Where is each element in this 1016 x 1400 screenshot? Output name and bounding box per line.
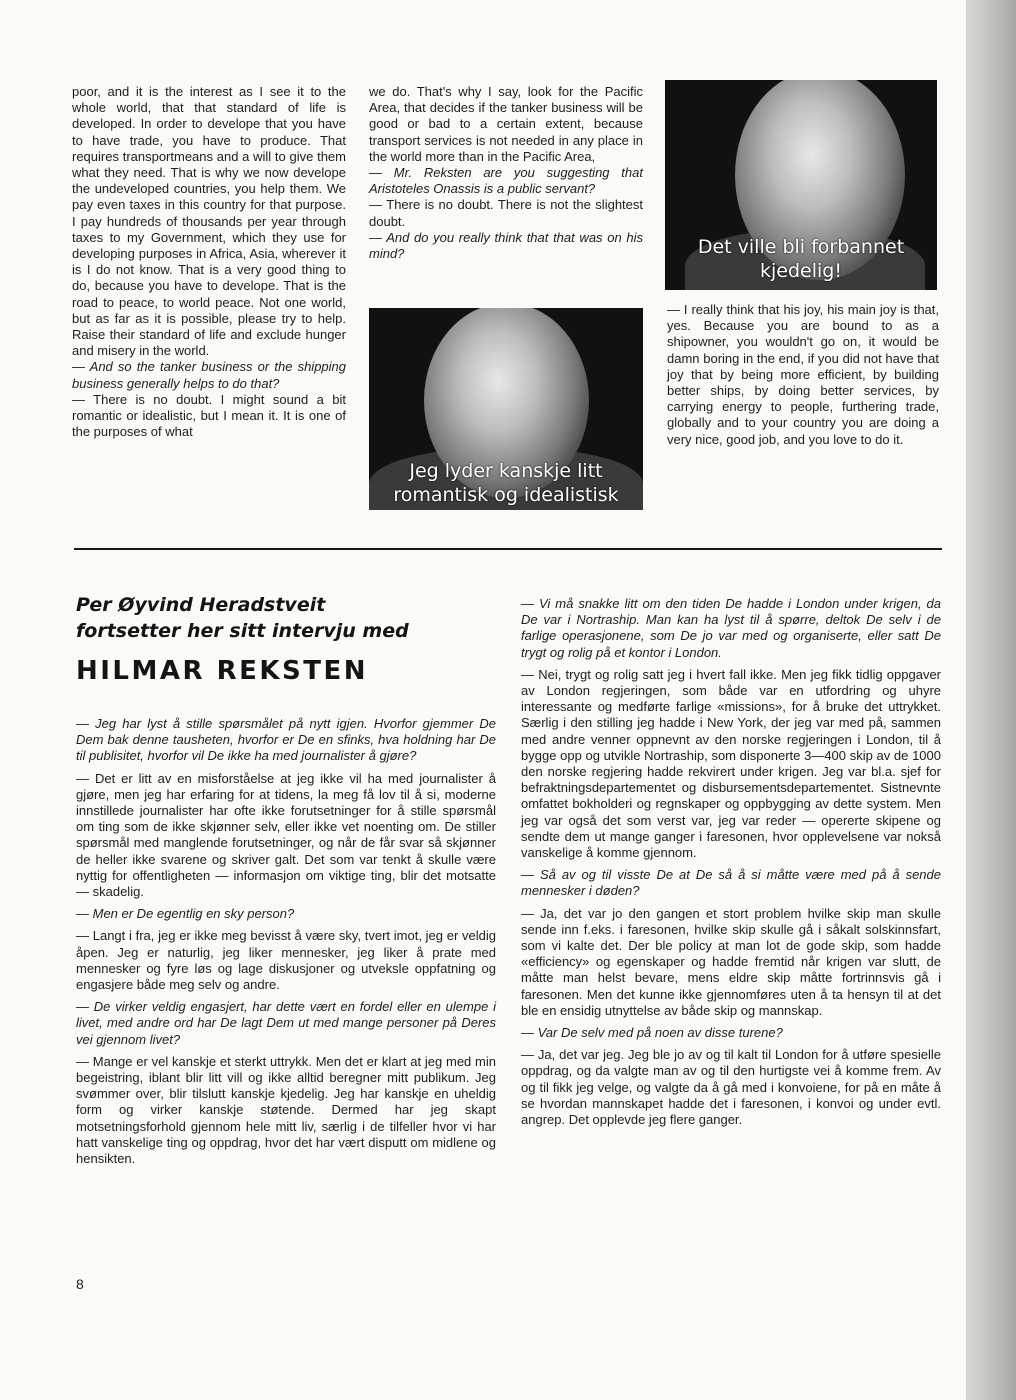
photo-subtitle-line-2: romantisk og idealistisk — [393, 484, 619, 506]
top-column-1 — [72, 84, 346, 440]
photo-reksten-top — [665, 80, 937, 290]
byline-subtitle: fortsetter her sitt intervju med — [76, 620, 409, 642]
photo-subtitle-line-2: kjedelig! — [760, 260, 842, 282]
page-binding-edge — [966, 0, 1016, 1400]
top-column-2 — [369, 84, 643, 262]
top-col1-answer: poor, and it is the interest as I see it to the whole world, that that standard of life is developed. In order to develope that you have to have trade, you have to produce. That requires transportmeans and a will to give them what they need. That is why we now develope the undeveloped countries, you help them. We pay even taxes in this country for that purpose. I pay hundreds of thousands per year through taxes to my Government, which they use for developing purposes in Africa, Asia, wherever it is I do not know. That is a very good thing to do, because you have to develope. That is the road to peace, to world peace. Not one world, but as far as it is possible, please try to help. Raise their standard of life and exclude hunger and misery in the world. — [72, 84, 346, 359]
page-number: 8 — [76, 1276, 84, 1292]
interview-answer: — Ja, det var jo den gangen et stort problem hvilke skip man skulle sende inn f.eks. i faresonen, hvilke skip skulle gå i såkalt solskinnsfart, som vi kalte det. Der ble policy at man lot de gode skip, som hadde «efficiency» og egenskaper og hadde fremtid når krigen var slutt, de måtte man helst bevare, mens eldre skip måtte fortrinnsvis gå i faresonen. Men det kunne ikke gjennomføres uten å ta hensyn til at det ble en ensidig utnyttelse av både skip og mannskap. — [521, 905, 941, 1018]
interview-answer: — Langt i fra, jeg er ikke meg bevisst å være sky, tvert imot, jeg er veldig åpen. Jeg er naturlig, jeg liker mennesker, jeg liker å prate med mennesker og fyre løs og lage diskusjoner og utveksle oppfatning og engasjere både meg selv og andre. — [76, 928, 496, 993]
photo-subtitle-line-1: Det ville bli forbannet — [697, 236, 905, 258]
interview-answer: — Ja, det var jeg. Jeg ble jo av og til kalt til London for å utføre spesielle oppdrag, og da valgte man av og til den hurtigste vei å komme frem. Av og til fikk jeg velge, og valgte da å gå med i konvoiene, for på en måte å se hvordan mannskapet hadde det i faresonen, i konvoi og under evtl. angrep. Det opplevde jeg flere ganger. — [521, 1047, 941, 1128]
interview-answer: — Mange er vel kanskje et sterkt uttrykk. Men det er klart at jeg med min begeistring, iblant blir litt vill og ikke alltid beregner mitt publikum. Jeg svømmer over, blir tilslutt kanskje kjedelig. Jeg har kanskje en uheldig form og virker kanskje støtende. Dermed har jeg skapt motsetningsforhold gjennom hele mitt liv, særlig i de tilfeller hvor vi har hatt vanskelige ting og oppdrag, hvor det har vært disputt om midlene og hensikten. — [76, 1053, 496, 1167]
top-col1-question: — And so the tanker business or the shipping business generally helps to do that? — [72, 359, 346, 391]
top-col2-question-2: — And do you really think that that was on his mind? — [369, 229, 643, 262]
interview-question: — Så av og til visste De at De så å si måtte være med på å sende mennesker i døden? — [521, 867, 941, 899]
interview-answer: — Nei, trygt og rolig satt jeg i hvert fall ikke. Men jeg fikk tidlig oppgaver av London regjeringen, som både var en utfordring og uhyre interessante og medførte farlige «missions», for å bruke det uttrykket. Særlig i den stilling jeg hadde i New York, der jeg var med på, sammen med andre venner oppnevnt av den norske regjeringen i London, til å bygge opp og utvikle Nortraship, som disponerte 3—400 skip av de 1000 den norske regjering hadde rekvirert under krigen. Jeg var bl.a. sjef for befraktningsdepartementet og disbursementsdepartementet. Sistnevnte omfattet bokholderi og regnskaper og oppbygging av dette system. Men jeg var også det som verst var, jeg var reder — opererte skipene og sendte dem ut mange ganger i faresonen, hvor opplevelsene var nokså vanskelige å komme gjennom. — [521, 666, 941, 861]
interview-question: — Vi må snakke litt om den tiden De hadde i London under krigen, da De var i Nortraship. Man kan ha lyst til å spørre, deltok De selv i de farlige operasjonene, som De jo var med og organiserte, eller satt De trygt og rolig på et kontor i London. — [521, 596, 941, 660]
photo-reksten-middle — [369, 308, 643, 510]
bottom-column-right — [521, 596, 941, 1134]
top-col3-answer: — I really think that his joy, his main joy is that, yes. Because you are bound to as a shipowner, you wouldn't go on, it would be damn boring in the end, if you did not have that joy that by being more efficient, by building better ships, by doing better services, by carrying energy to people, furthering trade, globally and to your country you are doing a very nice, good job, and you love to do it. — [667, 302, 939, 447]
interview-question: — De virker veldig engasjert, har dette vært en fordel eller en ulempe i livet, med andre ord har De lagt Dem ut med mange personer på Deres vei gjennom livet? — [76, 999, 496, 1047]
top-col1-answer-2: — There is no doubt. I might sound a bit romantic or idealistic, but I mean it. It is one of the purposes of what — [72, 391, 346, 440]
photo-subtitle-line-1: Jeg lyder kanskje litt — [409, 460, 603, 482]
article-byline — [76, 592, 476, 644]
interview-question: — Var De selv med på noen av disse turene? — [521, 1025, 783, 1041]
top-column-3 — [667, 302, 939, 448]
bottom-column-left — [76, 716, 496, 1173]
interview-answer: — Det er litt av en misforståelse at jeg ikke vil ha med journalister å gjøre, men jeg har erfaring for at tidens, la meg få lov til å si, moderne innstillede journalister har ofte ikke forutsetninger for å stille spørsmål om ting som de ikke skjønner selv, eller ikke vet noenting om. De stiller spørsmål med manglende forutsetninger, og når de får svar så skjønner de heller ikke svarene og skriver galt. Det som var tenkt å skulle være nyttig for offentligheten — informasjon om viktige ting, blir det motsatte — skadelig. — [76, 770, 496, 900]
section-divider — [74, 548, 942, 550]
top-col2-answer: we do. That's why I say, look for the Pacific Area, that decides if the tanker business will be good or bad to a certain extent, because transport services is not needed in any place in the world more than in the Pacific Area, — [369, 84, 643, 164]
top-col2-question-1: — Mr. Reksten are you suggesting that Aristoteles Onassis is a public servant? — [369, 165, 643, 197]
article-title: HILMAR REKSTEN — [76, 656, 368, 686]
interview-question: — Jeg har lyst å stille spørsmålet på nytt igjen. Hvorfor gjemmer De Dem bak denne tausheten, hvorfor er De en sfinks, hva holdning har De til publisitet, hvorfor vil De ikke ha med journalister å gjøre? — [76, 716, 496, 764]
interview-question: — Men er De egentlig en sky person? — [76, 906, 295, 922]
top-col2-answer-2: — There is no doubt. There is not the slightest doubt. — [369, 197, 643, 229]
byline-author: Per Øyvind Heradstveit — [76, 594, 326, 616]
